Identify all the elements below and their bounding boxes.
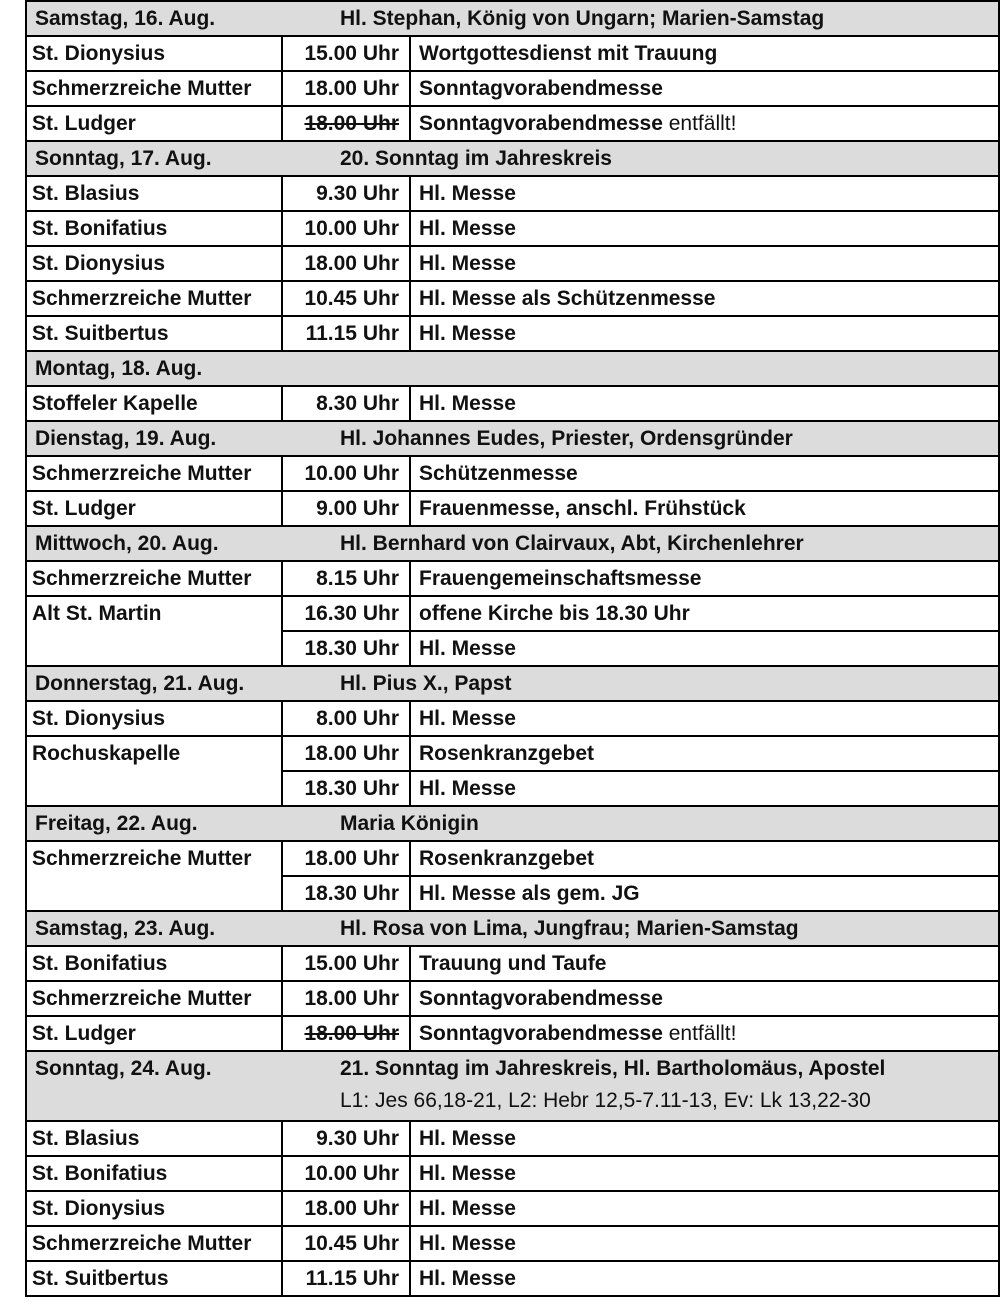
event-cell — [411, 492, 998, 525]
place-cell: Schmerzreiche Mutter — [27, 457, 283, 490]
place-cell: St. Blasius — [27, 1122, 283, 1155]
time-cell — [283, 737, 411, 772]
feast-label: Hl. Johannes Eudes, Priester, Ordensgründer — [340, 427, 793, 450]
day-header — [25, 527, 1000, 562]
event-cell — [411, 772, 998, 805]
day-header — [25, 142, 1000, 177]
time-cell — [283, 772, 411, 805]
service-row — [25, 457, 1000, 492]
place-cell: Alt St. Martin — [27, 597, 283, 632]
time-label: 18.00 Uhr — [304, 987, 399, 1010]
time-cell — [283, 1262, 411, 1295]
time-cell — [283, 107, 411, 140]
place-cell: Schmerzreiche Mutter — [27, 562, 283, 595]
event-label: Hl. Messe — [419, 1232, 516, 1255]
place-cell: Schmerzreiche Mutter — [27, 842, 283, 877]
time-cell — [283, 947, 411, 980]
service-row — [25, 387, 1000, 422]
service-schedule-table — [25, 0, 1000, 1297]
event-cell — [411, 597, 998, 632]
place-cell: St. Bonifatius — [27, 947, 283, 980]
day-header — [25, 667, 1000, 702]
event-label: Schützenmesse — [419, 462, 578, 485]
time-cell — [283, 1157, 411, 1190]
event-cell — [411, 562, 998, 595]
cancelled-time: 18.00 Uhr — [304, 112, 399, 135]
event-cell — [411, 877, 998, 910]
event-label: Hl. Messe — [419, 1267, 516, 1290]
event-cell — [411, 947, 998, 980]
event-cell — [411, 72, 998, 105]
event-label: Rosenkranzgebet — [419, 742, 595, 765]
time-label: 10.00 Uhr — [304, 217, 399, 240]
service-row — [25, 1192, 1000, 1227]
time-label: 18.00 Uhr — [304, 77, 399, 100]
feast-label: 20. Sonntag im Jahreskreis — [340, 147, 612, 170]
feast-label: Hl. Stephan, König von Ungarn; Marien-Samstag — [340, 7, 825, 30]
event-cell — [411, 842, 998, 877]
time-label: 18.00 Uhr — [304, 252, 399, 275]
service-row — [25, 72, 1000, 107]
place-cell — [27, 632, 283, 665]
event-cell — [411, 107, 998, 140]
event-cell — [411, 1192, 998, 1225]
day-header — [25, 352, 1000, 387]
service-row — [25, 982, 1000, 1017]
service-row — [25, 492, 1000, 527]
day-header — [25, 807, 1000, 842]
time-label: 10.45 Uhr — [304, 1232, 399, 1255]
event-label: Hl. Messe — [419, 252, 516, 275]
place-cell: St. Bonifatius — [27, 1157, 283, 1190]
event-label: Frauenmesse, anschl. Frühstück — [419, 497, 746, 520]
cancel-note: entfällt! — [662, 112, 737, 135]
day-label: Samstag, 23. Aug. — [35, 917, 216, 940]
place-cell: St. Ludger — [27, 492, 283, 525]
event-cell — [411, 1157, 998, 1190]
time-label: 18.00 Uhr — [304, 1197, 399, 1220]
event-label: Sonntagvorabendmesse — [419, 1022, 663, 1045]
service-row — [25, 177, 1000, 212]
day-label: Freitag, 22. Aug. — [35, 812, 198, 835]
time-cell — [283, 72, 411, 105]
cancelled-time: 18.00 Uhr — [304, 1022, 399, 1045]
place-cell: St. Dionysius — [27, 1192, 283, 1225]
service-row — [25, 702, 1000, 737]
feast-label: Hl. Bernhard von Clairvaux, Abt, Kirchenlehrer — [340, 532, 804, 555]
event-label: Sonntagvorabendmesse — [419, 112, 663, 135]
event-cell — [411, 702, 998, 735]
time-label: 15.00 Uhr — [304, 42, 399, 65]
time-cell — [283, 177, 411, 210]
day-header — [25, 2, 1000, 37]
time-cell — [283, 982, 411, 1015]
event-label: Hl. Messe — [419, 217, 516, 240]
event-label: Hl. Messe — [419, 1127, 516, 1150]
day-label: Samstag, 16. Aug. — [35, 7, 216, 30]
event-cell — [411, 212, 998, 245]
time-cell — [283, 247, 411, 280]
feast-label: Hl. Pius X., Papst — [340, 672, 512, 695]
time-cell — [283, 282, 411, 315]
time-cell — [283, 562, 411, 595]
time-cell — [283, 317, 411, 350]
event-cell — [411, 737, 998, 772]
time-label: 10.00 Uhr — [304, 1162, 399, 1185]
event-label: Hl. Messe — [419, 707, 516, 730]
event-label: Hl. Messe als Schützenmesse — [419, 287, 716, 310]
event-label: Rosenkranzgebet — [419, 847, 595, 870]
event-cell — [411, 1262, 998, 1295]
place-cell: St. Ludger — [27, 1017, 283, 1050]
place-cell: Schmerzreiche Mutter — [27, 282, 283, 315]
place-cell: St. Bonifatius — [27, 212, 283, 245]
event-label: Hl. Messe — [419, 182, 516, 205]
time-label: 18.30 Uhr — [304, 777, 399, 800]
time-label: 11.15 Uhr — [305, 322, 399, 345]
day-label: Mittwoch, 20. Aug. — [35, 532, 219, 555]
readings-label: L1: Jes 66,18-21, L2: Hebr 12,5-7.11-13, Ev: Lk 13,22-30 — [340, 1089, 871, 1112]
feast-label — [340, 352, 998, 385]
time-cell — [283, 632, 411, 665]
service-row — [25, 212, 1000, 247]
event-label: Sonntagvorabendmesse — [419, 77, 663, 100]
service-row — [25, 282, 1000, 317]
service-row — [25, 37, 1000, 72]
feast-label: Maria Königin — [340, 812, 479, 835]
day-label: Donnerstag, 21. Aug. — [35, 672, 245, 695]
place-cell — [27, 877, 283, 910]
service-row — [25, 107, 1000, 142]
event-label: Hl. Messe — [419, 777, 516, 800]
event-label: Hl. Messe — [419, 637, 516, 660]
service-row — [25, 1227, 1000, 1262]
time-label: 8.15 Uhr — [316, 567, 399, 590]
time-label: 18.00 Uhr — [304, 742, 399, 765]
place-cell: Stoffeler Kapelle — [27, 387, 283, 420]
event-cell — [411, 632, 998, 665]
time-label: 10.00 Uhr — [304, 462, 399, 485]
service-row — [25, 632, 1000, 667]
event-label: offene Kirche bis 18.30 Uhr — [419, 602, 690, 625]
time-cell — [283, 492, 411, 525]
place-cell: St. Suitbertus — [27, 1262, 283, 1295]
event-cell — [411, 1227, 998, 1260]
service-row — [25, 1157, 1000, 1192]
place-cell: St. Dionysius — [27, 37, 283, 70]
time-label: 11.15 Uhr — [305, 1267, 399, 1290]
event-cell — [411, 177, 998, 210]
time-cell — [283, 842, 411, 877]
time-label: 9.30 Uhr — [316, 1127, 399, 1150]
place-cell: Rochuskapelle — [27, 737, 283, 772]
place-cell: Schmerzreiche Mutter — [27, 982, 283, 1015]
time-label: 16.30 Uhr — [304, 602, 399, 625]
time-cell — [283, 1017, 411, 1050]
feast-label: Hl. Rosa von Lima, Jungfrau; Marien-Samstag — [340, 917, 799, 940]
day-label: Montag, 18. Aug. — [35, 357, 203, 380]
event-label: Hl. Messe — [419, 322, 516, 345]
service-row — [25, 947, 1000, 982]
day-header — [25, 912, 1000, 947]
time-label: 18.00 Uhr — [304, 847, 399, 870]
event-cell — [411, 387, 998, 420]
place-cell: St. Blasius — [27, 177, 283, 210]
time-cell — [283, 457, 411, 490]
time-cell — [283, 702, 411, 735]
place-cell: St. Dionysius — [27, 247, 283, 280]
day-label: Sonntag, 24. Aug. — [35, 1057, 212, 1080]
event-cell — [411, 37, 998, 70]
event-cell — [411, 247, 998, 280]
service-row — [25, 597, 1000, 632]
time-label: 8.30 Uhr — [316, 392, 399, 415]
event-cell — [411, 982, 998, 1015]
time-label: 9.00 Uhr — [316, 497, 399, 520]
service-row — [25, 842, 1000, 877]
time-cell — [283, 387, 411, 420]
event-label: Hl. Messe — [419, 1162, 516, 1185]
event-label: Frauengemeinschaftsmesse — [419, 567, 702, 590]
service-row — [25, 737, 1000, 772]
event-label: Trauung und Taufe — [419, 952, 607, 975]
day-label: Dienstag, 19. Aug. — [35, 427, 217, 450]
time-label: 15.00 Uhr — [304, 952, 399, 975]
time-label: 8.00 Uhr — [316, 707, 399, 730]
day-header — [25, 1052, 1000, 1122]
event-label: Wortgottesdienst mit Trauung — [419, 42, 718, 65]
day-label: Sonntag, 17. Aug. — [35, 147, 212, 170]
event-cell — [411, 317, 998, 350]
time-cell — [283, 1227, 411, 1260]
service-row — [25, 1017, 1000, 1052]
time-cell — [283, 877, 411, 910]
event-cell — [411, 457, 998, 490]
time-cell — [283, 1192, 411, 1225]
time-label: 18.30 Uhr — [304, 637, 399, 660]
place-cell — [27, 772, 283, 805]
time-cell — [283, 212, 411, 245]
place-cell: St. Suitbertus — [27, 317, 283, 350]
service-row — [25, 317, 1000, 352]
service-row — [25, 1262, 1000, 1297]
place-cell: Schmerzreiche Mutter — [27, 1227, 283, 1260]
cancel-note: entfällt! — [662, 1022, 737, 1045]
place-cell: St. Ludger — [27, 107, 283, 140]
day-header — [25, 422, 1000, 457]
place-cell: St. Dionysius — [27, 702, 283, 735]
service-row — [25, 1122, 1000, 1157]
feast-label: 21. Sonntag im Jahreskreis, Hl. Bartholomäus, Apostel — [340, 1057, 886, 1080]
time-cell — [283, 1122, 411, 1155]
time-cell — [283, 597, 411, 632]
event-label: Sonntagvorabendmesse — [419, 987, 663, 1010]
service-row — [25, 562, 1000, 597]
event-label: Hl. Messe als gem. JG — [419, 882, 640, 905]
event-cell — [411, 1122, 998, 1155]
service-row — [25, 247, 1000, 282]
event-cell — [411, 282, 998, 315]
event-cell — [411, 1017, 998, 1050]
time-label: 9.30 Uhr — [316, 182, 399, 205]
service-row — [25, 772, 1000, 807]
service-row — [25, 877, 1000, 912]
time-label: 10.45 Uhr — [304, 287, 399, 310]
time-label: 18.30 Uhr — [304, 882, 399, 905]
event-label: Hl. Messe — [419, 1197, 516, 1220]
event-label: Hl. Messe — [419, 392, 516, 415]
place-cell: Schmerzreiche Mutter — [27, 72, 283, 105]
time-cell — [283, 37, 411, 70]
